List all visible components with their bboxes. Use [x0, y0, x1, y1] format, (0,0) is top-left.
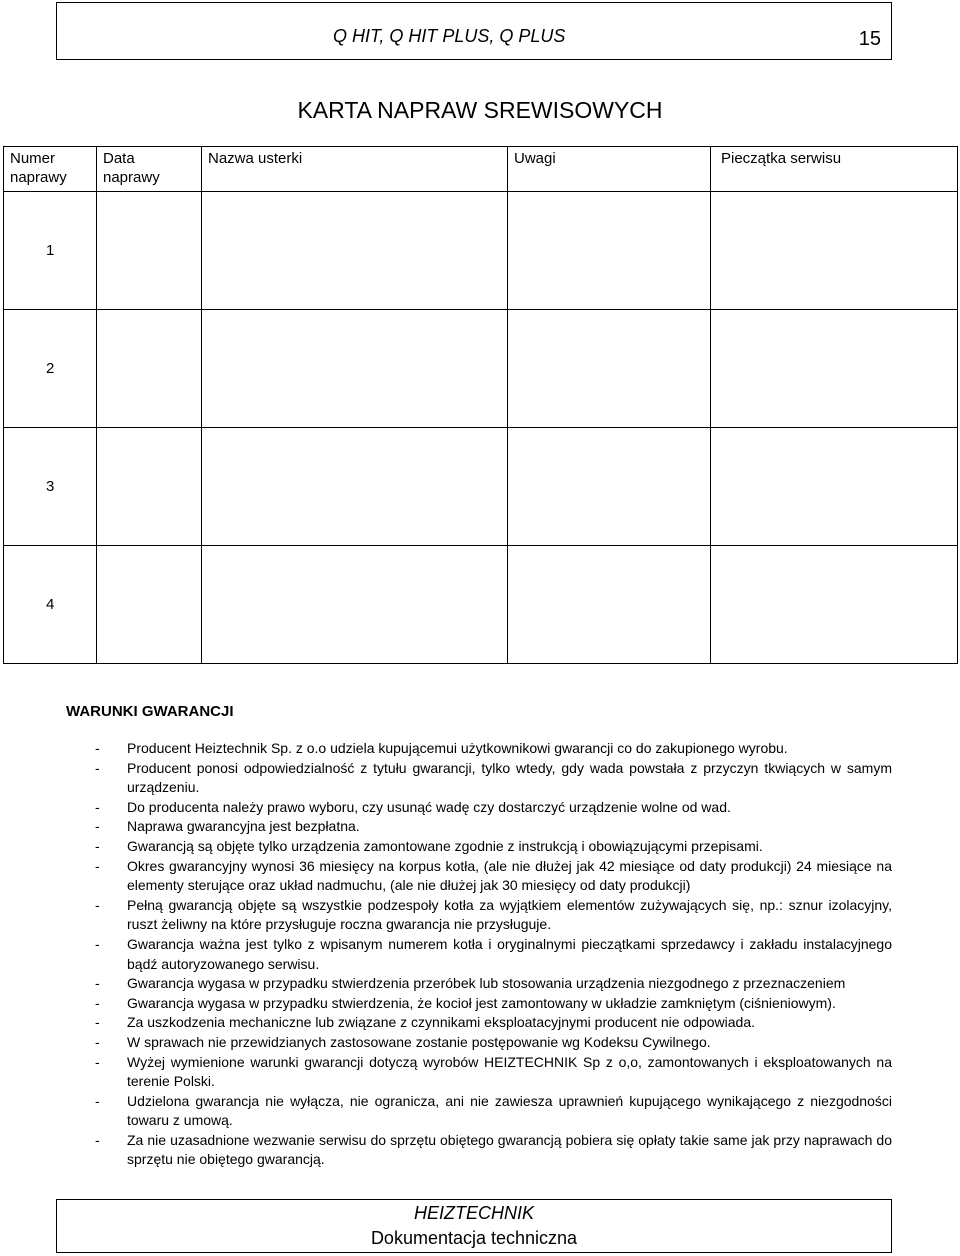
row-number: 3 — [4, 428, 97, 546]
table-header-row — [4, 147, 958, 192]
cell-fault-name[interactable] — [202, 546, 508, 664]
column-header-number: Numer naprawy — [4, 147, 97, 192]
cell-remarks[interactable] — [508, 310, 711, 428]
cell-service-stamp[interactable] — [711, 192, 958, 310]
footer-subtitle: Dokumentacja techniczna — [370, 1228, 578, 1248]
cell-remarks[interactable] — [508, 546, 711, 664]
list-item: - Udzielona gwarancja nie wyłącza, nie ogranicza, ani nie zawiesza uprawnień kupującego wynikającego z niezgodności towaru z umową. — [95, 1092, 892, 1131]
list-item: - Pełną gwarancją objęte są wszystkie podzespoły kotła za wyjątkiem elementów zużywających się, np.: sznur izolacyjny, ruszt żeliwny na które przysługuje roczna gwarancja nie przysługuje. — [95, 896, 892, 935]
list-item: - Do producenta należy prawo wyboru, czy usunąć wadę czy dostarczyć urządzenie wolne od wad. — [95, 798, 892, 818]
cell-fault-name[interactable] — [202, 428, 508, 546]
cell-remarks[interactable] — [508, 428, 711, 546]
page-footer — [56, 1199, 892, 1253]
column-header-fault-name: Nazwa usterki — [202, 147, 508, 192]
column-header-date: Data naprawy — [97, 147, 202, 192]
table-row — [4, 546, 958, 664]
column-header-service-stamp: Pieczątka serwisu — [711, 147, 958, 192]
list-item: - Producent ponosi odpowiedzialność z tytułu gwarancji, tylko wtedy, gdy wada powstała z przyczyn tkwiących w samym urządzeniu. — [95, 759, 892, 798]
list-item: - Naprawa gwarancyjna jest bezpłatna. — [95, 817, 892, 837]
cell-date[interactable] — [97, 546, 202, 664]
list-item: - Gwarancja wygasa w przypadku stwierdzenia przeróbek lub stosowania urządzenia niezgodnego z przeznaczeniem — [95, 974, 892, 994]
row-number: 2 — [4, 310, 97, 428]
list-item: - Za nie uzasadnione wezwanie serwisu do sprzętu obiętego gwarancją pobiera się opłaty takie same jak przy naprawach do sprzętu nie obiętego gwarancją. — [95, 1131, 892, 1170]
cell-remarks[interactable] — [508, 192, 711, 310]
cell-date[interactable] — [97, 192, 202, 310]
warranty-conditions-title: WARUNKI GWARANCJI — [66, 703, 234, 720]
list-item: - Okres gwarancyjny wynosi 36 miesięcy na korpus kotła, (ale nie dłużej jak 42 miesiące od daty produkcji) 24 miesiące na elementy sterujące oraz układ nadmuchu, (ale nie dłużej jak 30 miesięcy od daty produkcji) — [95, 857, 892, 896]
row-number: 4 — [4, 546, 97, 664]
document-title-text: KARTA NAPRAW SREWISOWYCH — [297, 97, 663, 123]
list-item: - Gwarancją są objęte tylko urządzenia zamontowane zgodnie z instrukcją i obowiązującymi przepisami. — [95, 837, 892, 857]
cell-service-stamp[interactable] — [711, 428, 958, 546]
table-row — [4, 428, 958, 546]
column-header-remarks: Uwagi — [508, 147, 711, 192]
cell-service-stamp[interactable] — [711, 546, 958, 664]
cell-date[interactable] — [97, 428, 202, 546]
cell-fault-name[interactable] — [202, 310, 508, 428]
table-row — [4, 310, 958, 428]
warranty-conditions-list — [95, 739, 892, 1170]
row-number: 1 — [4, 192, 97, 310]
list-item: - Wyżej wymienione warunki gwarancji dotyczą wyrobów HEIZTECHNIK Sp z o,o, zamontowanych i eksploatowanych na terenie Polski. — [95, 1053, 892, 1092]
header-title: Q HIT, Q HIT PLUS, Q PLUS — [333, 26, 566, 46]
repair-table — [3, 146, 958, 664]
list-item: - Gwarancja wygasa w przypadku stwierdzenia, że kocioł jest zamontowany w układzie zamkniętym (ciśnieniowym). — [95, 994, 892, 1014]
list-item: - W sprawach nie przewidzianych zastosowane zostanie postępowanie wg Kodeksu Cywilnego. — [95, 1033, 892, 1053]
cell-date[interactable] — [97, 310, 202, 428]
cell-fault-name[interactable] — [202, 192, 508, 310]
list-item: - Producent Heiztechnik Sp. z o.o udziela kupującemui użytkownikowi gwarancji co do zakupionego wyrobu. — [95, 739, 892, 759]
cell-service-stamp[interactable] — [711, 310, 958, 428]
document-title — [0, 97, 960, 124]
list-item: - Za uszkodzenia mechaniczne lub związane z czynnikami eksploatacyjnymi producent nie odpowiada. — [95, 1013, 892, 1033]
table-row — [4, 192, 958, 310]
page-header — [56, 2, 892, 60]
list-item: - Gwarancja ważna jest tylko z wpisanym numerem kotła i oryginalnymi pieczątkami sprzedawcy i zakładu instalacyjnego bądź autoryzowanego serwisu. — [95, 935, 892, 974]
footer-company: HEIZTECHNIK — [413, 1203, 534, 1223]
page-number: 15 — [858, 28, 881, 50]
